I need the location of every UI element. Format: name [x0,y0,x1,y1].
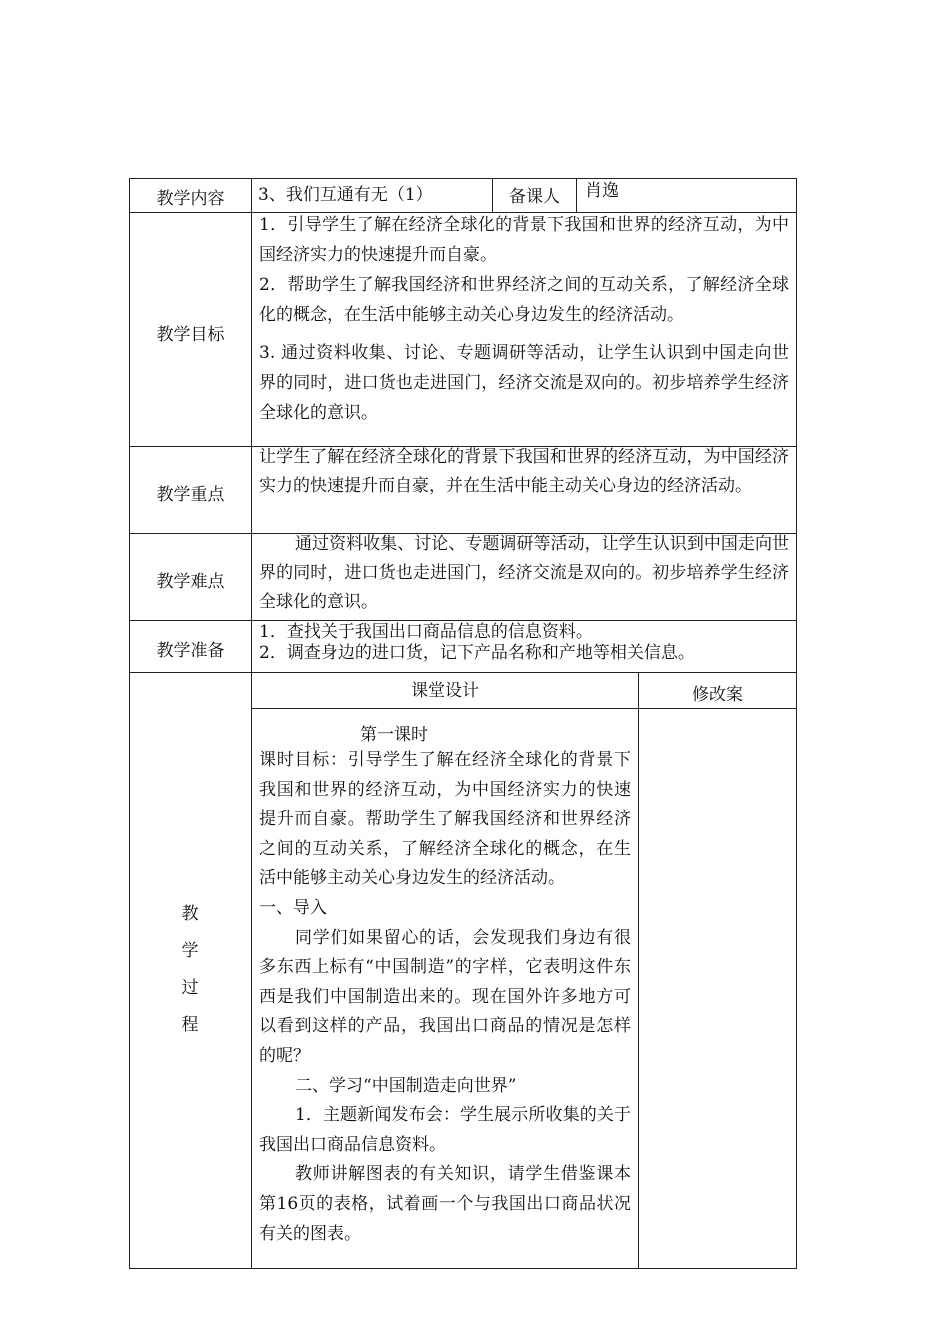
table-border-top [129,178,797,179]
teaching-process-label [175,896,205,1044]
teaching-prep-list [259,622,789,664]
teaching-goals-label: 教学目标 [156,325,225,345]
process-label-char: 程 [181,1015,199,1035]
teaching-prep-label: 教学准备 [156,641,225,661]
section-title: 一、导入 [259,897,327,918]
section-text: 同学们如果留心的话，会发现我们身边有很多东西上标有“中国制造”的字样，它表明这件东西是我们中国制造出来的。现在国外许多地方可以看到这样的产品，我国出口商品的情况是怎样的呢？ [259,927,631,1066]
row-divider [129,672,797,673]
teaching-focus-text: 让学生了解在经济全球化的背景下我国和世界的经济互动，为中国经济实力的快速提升而自豪，并在生活中能主动关心身边的经济活动。 [259,447,789,496]
section-title: 二、学习“中国制造走向世界” [295,1075,517,1096]
row-divider [129,620,797,621]
process-label-char: 教 [181,904,199,924]
lesson-goal: 课时目标：引导学生了解在经济全球化的背景下我国和世界的经济互动，为中国经济实力的快速提升而自豪。帮助学生了解我国经济和世界经济之间的互动关系，了解经济全球化的概念，在生活中能够主动关心身边发生的经济活动。 [259,750,631,889]
column-divider [638,672,639,1269]
goal-item: 3. 通过资料收集、讨论、专题调研等活动，让学生认识到中国走向世界的同时，进口货也走进国门，经济交流是双向的。初步培养学生经济全球化的意识。 [259,343,789,423]
teaching-focus-label: 教学重点 [156,485,225,505]
teaching-difficulty-label: 教学难点 [156,572,225,592]
preparer-label: 备课人 [509,187,560,207]
step-text: 1．主题新闻发布会：学生展示所收集的关于我国出口商品信息资料。 [259,1105,631,1155]
preparer-name: 肖逸 [585,181,619,201]
column-divider [251,178,252,1269]
prep-item: 1．查找关于我国出口商品信息的信息资料。 [259,622,593,642]
teaching-goals-list [259,210,789,428]
teaching-difficulty-text: 通过资料收集、讨论、专题调研等活动，让学生认识到中国走向世界的同时，进口货也走进国门，经济交流是双向的。初步培养学生经济全球化的意识。 [259,534,789,612]
process-label-char: 学 [181,941,199,961]
table-border-right [796,178,797,1269]
goal-item: 2．帮助学生了解我国经济和世界经济之间的互动关系，了解经济全球化的概念，在生活中能够主动关心身边发生的经济活动。 [259,275,789,325]
revision-header: 修改案 [692,685,743,705]
row-divider [251,708,797,709]
teaching-content-label: 教学内容 [156,189,225,209]
goal-item: 1．引导学生了解在经济全球化的背景下我国和世界的经济互动，为中国经济实力的快速提升而自豪。 [259,215,789,265]
process-label-char: 过 [181,978,199,998]
prep-item: 2．调查身边的进口货，记下产品名称和产地等相关信息。 [259,643,695,663]
teaching-content-value: 3、我们互通有无（1） [258,185,433,205]
classroom-design-header: 课堂设计 [411,681,479,701]
lesson-title: 第一课时 [360,725,428,745]
column-divider [576,178,577,213]
step-text: 教师讲解图表的有关知识，请学生借鉴课本第16页的表格，试着画一个与我国出口商品状况有关的图表。 [259,1164,631,1244]
classroom-design-content [259,746,631,1249]
table-border-bottom [129,1268,797,1269]
